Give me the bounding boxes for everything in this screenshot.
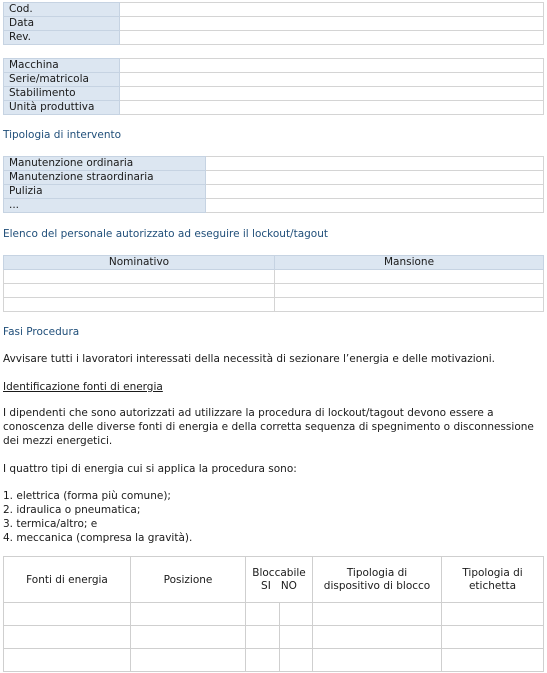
energy-cell-bloccabile: [246, 603, 313, 626]
energy-types-list: [3, 489, 544, 545]
doc-info-field-cod[interactable]: [120, 3, 544, 17]
list-item: 1. elettrica (forma più comune);: [3, 490, 171, 502]
personnel-table: [3, 255, 544, 312]
personnel-cell[interactable]: [4, 284, 275, 298]
intervention-field-pulizia[interactable]: [206, 185, 544, 199]
machine-label-serie: Serie/matricola: [4, 73, 120, 87]
personnel-cell[interactable]: [4, 298, 275, 312]
procedure-paragraph-authorized: I dipendenti che sono autorizzati ad utilizzare la procedura di lockout/tagout devono essere a conoscenza delle diverse fonti di energia e della corretta sequenza di spegnimento o disconnessione dei mezzi energetici.: [3, 407, 534, 447]
table-row: [4, 626, 544, 649]
machine-field-stabilimento[interactable]: [120, 87, 544, 101]
energy-cell[interactable]: [131, 649, 246, 672]
intervention-table: [3, 156, 544, 213]
energy-col-dispositivo: Tipologia di dispositivo di blocco: [313, 557, 442, 603]
machine-field-macchina[interactable]: [120, 59, 544, 73]
personnel-col-nominativo: Nominativo: [4, 256, 275, 270]
energy-cell-si[interactable]: [246, 649, 279, 671]
energy-col-si: SI: [261, 579, 271, 592]
doc-info-label-cod: Cod.: [4, 3, 120, 17]
energy-cell-no[interactable]: [279, 649, 312, 671]
energy-col-fonti: Fonti di energia: [4, 557, 131, 603]
table-row: [4, 649, 544, 672]
intervention-label-pulizia: Pulizia: [4, 185, 206, 199]
personnel-cell[interactable]: [4, 270, 275, 284]
energy-cell[interactable]: [4, 603, 131, 626]
machine-label-macchina: Macchina: [4, 59, 120, 73]
table-row: [4, 298, 544, 312]
machine-label-unita: Unità produttiva: [4, 101, 120, 115]
doc-info-label-data: Data: [4, 17, 120, 31]
energy-cell[interactable]: [4, 649, 131, 672]
intervention-label-straordinaria: Manutenzione straordinaria: [4, 171, 206, 185]
personnel-heading: Elenco del personale autorizzato ad eseguire il lockout/tagout: [3, 228, 329, 240]
energy-cell-si[interactable]: [246, 626, 279, 648]
machine-field-serie[interactable]: [120, 73, 544, 87]
energy-cell-no[interactable]: [279, 603, 312, 625]
doc-info-field-rev[interactable]: [120, 31, 544, 45]
energy-cell-bloccabile: [246, 649, 313, 672]
energy-col-posizione: Posizione: [131, 557, 246, 603]
intervention-field-straordinaria[interactable]: [206, 171, 544, 185]
personnel-cell[interactable]: [275, 298, 544, 312]
table-row: [4, 603, 544, 626]
machine-field-unita[interactable]: [120, 101, 544, 115]
procedure-heading: Fasi Procedura: [3, 326, 80, 338]
energy-cell[interactable]: [313, 603, 442, 626]
doc-info-label-rev: Rev.: [4, 31, 120, 45]
intervention-label-ordinaria: Manutenzione ordinaria: [4, 157, 206, 171]
energy-cell[interactable]: [442, 649, 544, 672]
energy-cell[interactable]: [313, 649, 442, 672]
energy-cell[interactable]: [4, 626, 131, 649]
list-item: 2. idraulica o pneumatica;: [3, 504, 141, 516]
energy-cell[interactable]: [442, 603, 544, 626]
personnel-col-mansione: Mansione: [275, 256, 544, 270]
energy-cell[interactable]: [313, 626, 442, 649]
table-row: [4, 270, 544, 284]
energy-col-etichetta: Tipologia di etichetta: [442, 557, 544, 603]
table-row: [4, 284, 544, 298]
intervention-field-other[interactable]: [206, 199, 544, 213]
doc-info-table: [3, 2, 544, 45]
energy-sources-subheading: Identificazione fonti di energia: [3, 381, 163, 393]
intervention-field-ordinaria[interactable]: [206, 157, 544, 171]
intervention-heading: Tipologia di intervento: [3, 129, 122, 141]
energy-cell[interactable]: [131, 603, 246, 626]
personnel-cell[interactable]: [275, 284, 544, 298]
machine-label-stabilimento: Stabilimento: [4, 87, 120, 101]
energy-col-bloccabile-label: Bloccabile: [252, 566, 306, 579]
energy-cell[interactable]: [131, 626, 246, 649]
energy-cell-si[interactable]: [246, 603, 279, 625]
energy-col-no: NO: [280, 579, 297, 592]
personnel-cell[interactable]: [275, 270, 544, 284]
energy-cell-no[interactable]: [279, 626, 312, 648]
energy-cell-bloccabile: [246, 626, 313, 649]
energy-col-bloccabile: [246, 557, 313, 603]
procedure-paragraph-notify: Avvisare tutti i lavoratori interessati della necessità di sezionare l’energia e delle motivazioni.: [3, 353, 495, 365]
procedure-paragraph-types: I quattro tipi di energia cui si applica la procedura sono:: [3, 463, 297, 475]
energy-sources-table: [3, 556, 544, 672]
energy-cell[interactable]: [442, 626, 544, 649]
doc-info-field-data[interactable]: [120, 17, 544, 31]
list-item: 4. meccanica (compresa la gravità).: [3, 532, 193, 544]
list-item: 3. termica/altro; e: [3, 518, 98, 530]
machine-info-table: [3, 58, 544, 115]
intervention-label-other: ...: [4, 199, 206, 213]
